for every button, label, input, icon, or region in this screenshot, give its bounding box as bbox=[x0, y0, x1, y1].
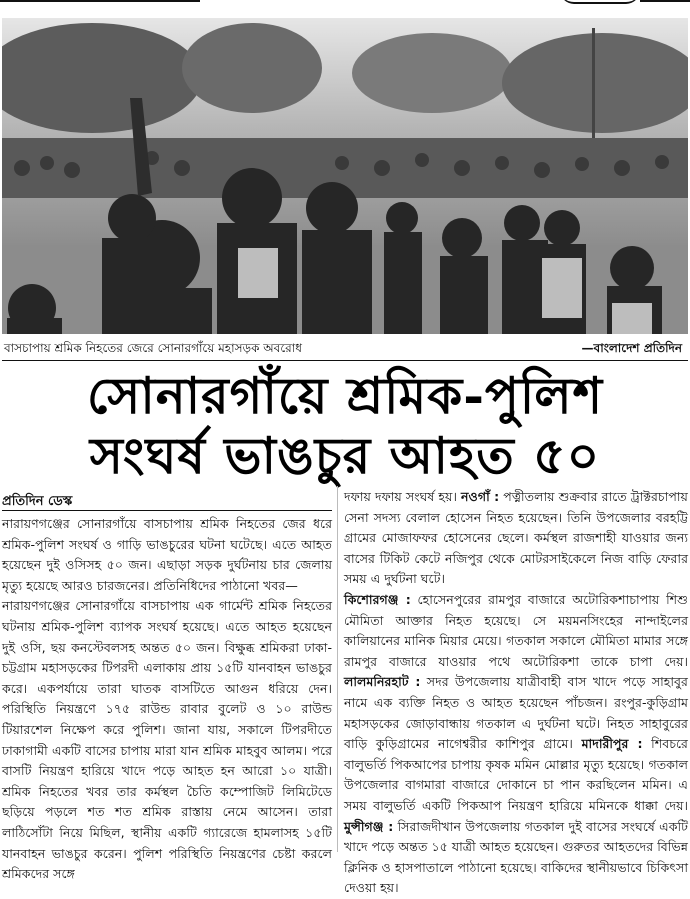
dateline-madaripur: মাদারীপুর : bbox=[581, 736, 643, 752]
dateline-kishoreganj: কিশোরগঞ্জ : bbox=[344, 591, 411, 607]
paragraph-text: সিরাজদীখান উপজেলায় গতকাল দুই বাসের সংঘর্ষে একটি খাদে পড়ে অন্তত ১৫ যাত্রী আহত হয়েছেন। গুরুতর আহতদের বিভিন্ন ক্লিনিক ও হাসপাতালে পাঠানো হয়েছে। বাকিদের স্থানীয়ভাবে চিকিৎসা দেওয়া হয়। bbox=[344, 818, 688, 896]
paragraph-text: শিবচরে বালুভর্তি পিকআপের চাপায় কৃষক মমিন মোল্লার মৃত্যু হয়েছে। গতকাল উপজেলার বাগমারা বাজারে দোকানে চা পান করছিলেন মমিন। এ সময় বালুভর্তি একটি পিকআপ নিয়ন্ত্রণ হারিয়ে মমিনকে ধাক্কা দেয়। bbox=[344, 736, 688, 813]
top-rule bbox=[0, 0, 690, 6]
headline bbox=[0, 366, 690, 486]
rule-segment bbox=[0, 0, 200, 2]
column-divider bbox=[337, 486, 338, 852]
paragraph-text: হোসেনপুরের রামপুর বাজারে অটোরিকশাচাপায় শিশু মৌমিতা আক্তার নিহত হয়েছে। সে ময়মনসিংহের নান্দাইলের কালিয়ানের মানিক মিয়ার মেয়ে। গতকাল সকালে মৌমিতা মামার সঙ্গে রামপুর বাজারে যাওয়ার পথে অটোরিকশা তাকে চাপা দেয়। bbox=[344, 591, 688, 669]
byline-divider bbox=[2, 510, 332, 511]
paragraph-lead: দফায় দফায় সংঘর্ষ হয়। bbox=[344, 489, 457, 504]
dateline-lalmonirhat: লালমনিরহাট : bbox=[344, 674, 421, 690]
paragraph-text: পত্নীতলায় শুক্রবার রাতে ট্রাক্টরচাপায় সেনা সদস্য বেলাল হোসেন নিহত হয়েছেন। তিনি উপজেলার বরহট্টি গ্রামের মোজাফফর হোসেনের ছেলে। কর্মস্থল রাজশাহী যাওয়ার জন্য বাসের টিকিট কেটে নজিপুর থেকে মোটরসাইকেলে নিজ বাড়ি ফেরার সময় এ দুর্ঘটনা ঘটে। bbox=[344, 489, 688, 587]
headline-line-1: সোনারগাঁয়ে শ্রমিক-পুলিশ bbox=[86, 366, 604, 425]
caption-divider bbox=[2, 360, 688, 361]
article-paragraph bbox=[344, 487, 688, 590]
photo-caption bbox=[2, 338, 688, 358]
rule-curve bbox=[560, 0, 640, 4]
paragraph-text: সদর উপজেলায় যাত্রীবাহী বাস খাদে পড়ে সাহাবুর নামে এক ব্যক্তি নিহত ও আহত হয়েছেন পাঁচজন। রংপুর-কুড়িগ্রাম মহাসড়কের জোড়াবান্ধায় গতকাল এ দুর্ঘটনা ঘটে। নিহত সাহাবুরের বাড়ি কুড়িগ্রামের নাগেশ্বরীর কাশিপুর গ্রামে। bbox=[344, 674, 688, 752]
rule-segment bbox=[640, 0, 690, 2]
news-photo bbox=[2, 18, 688, 334]
dateline-naogaon: নওগাঁ : bbox=[461, 489, 500, 504]
byline: প্রতিদিন ডেস্ক bbox=[2, 494, 73, 509]
article-paragraph: নারায়ণগঞ্জের সোনারগাঁয়ে বাসচাপায় শ্রমিক নিহতের জের ধরে শ্রমিক-পুলিশ সংঘর্ষ ও গাড়ি ভাঙচুরের ঘটনা ঘটেছে। এতে আহত হয়েছেন দুই ওসিসহ ৫০ জন। এছাড়া সড়ক দুর্ঘটনায় চার জেলায় মৃত্যু হয়েছে আরও চারজনের। প্রতিনিধিদের পাঠানো খবর— bbox=[2, 516, 332, 593]
article-left-column bbox=[2, 514, 332, 885]
article-paragraph: নারায়ণগঞ্জের সোনারগাঁয়ে বাসচাপায় এক গার্মেন্ট শ্রমিক নিহতের ঘটনায় শ্রমিক-পুলিশ ব্যাপক সংঘর্ষ হয়েছে। এতে আহত হয়েছেন দুই ওসি, ছয় কনস্টেবলসহ অন্তত ৫০ জন। বিক্ষুব্ধ শ্রমিকরা ঢাকা-চট্টগ্রাম মহাসড়কের টিপরদী এলাকায় প্রায় ১৫টি যানবাহন ভাঙচুর করে। একপর্যায়ে তারা ঘাতক বাসটিতে আগুন ধরিয়ে দেন। পরিস্থিতি নিয়ন্ত্রণে ১৭৫ রাউন্ড রাবার বুলেট ও ১০ রাউন্ড টিয়ারশেল নিক্ষেপ করে পুলিশ। জানা যায়, সকালে টিপরদীতে ঢাকাগামী একটি বাসের চাপায় মারা যান শ্রমিক মাহবুব আলম। পরে বাসটি নিয়ন্ত্রণ হারিয়ে খাদে পড়ে আহত হন আরো ১০ যাত্রী। শ্রমিক নিহতের খবর তার কর্মস্থল চৈতি কম্পোজিট লিমিটেডে ছড়িয়ে পড়লে শত শত শ্রমিক রাস্তায় নেমে আসেন। তারা লাঠিসোঁটা নিয়ে মিছিল, স্থানীয় একটি গ্যারেজে হামলাসহ ১৫টি যানবাহন ভাঙচুর করেন। পুলিশ পরিস্থিতি নিয়ন্ত্রণের চেষ্টা করলে শ্রমিকদের সঙ্গে bbox=[2, 598, 332, 882]
dateline-munshiganj: মুন্সীগঞ্জ : bbox=[344, 818, 394, 834]
article-right-column bbox=[344, 487, 688, 899]
photo-credit: —বাংলাদেশ প্রতিদিন bbox=[581, 341, 682, 355]
crowd-photo-icon bbox=[2, 18, 688, 334]
article-paragraph bbox=[344, 590, 688, 899]
caption-text: বাসচাপায় শ্রমিক নিহতের জেরে সোনারগাঁয়ে মহাসড়ক অবরোধ bbox=[4, 341, 302, 355]
headline-line-2: সংঘর্ষ ভাঙচুর আহত ৫০ bbox=[89, 426, 601, 485]
